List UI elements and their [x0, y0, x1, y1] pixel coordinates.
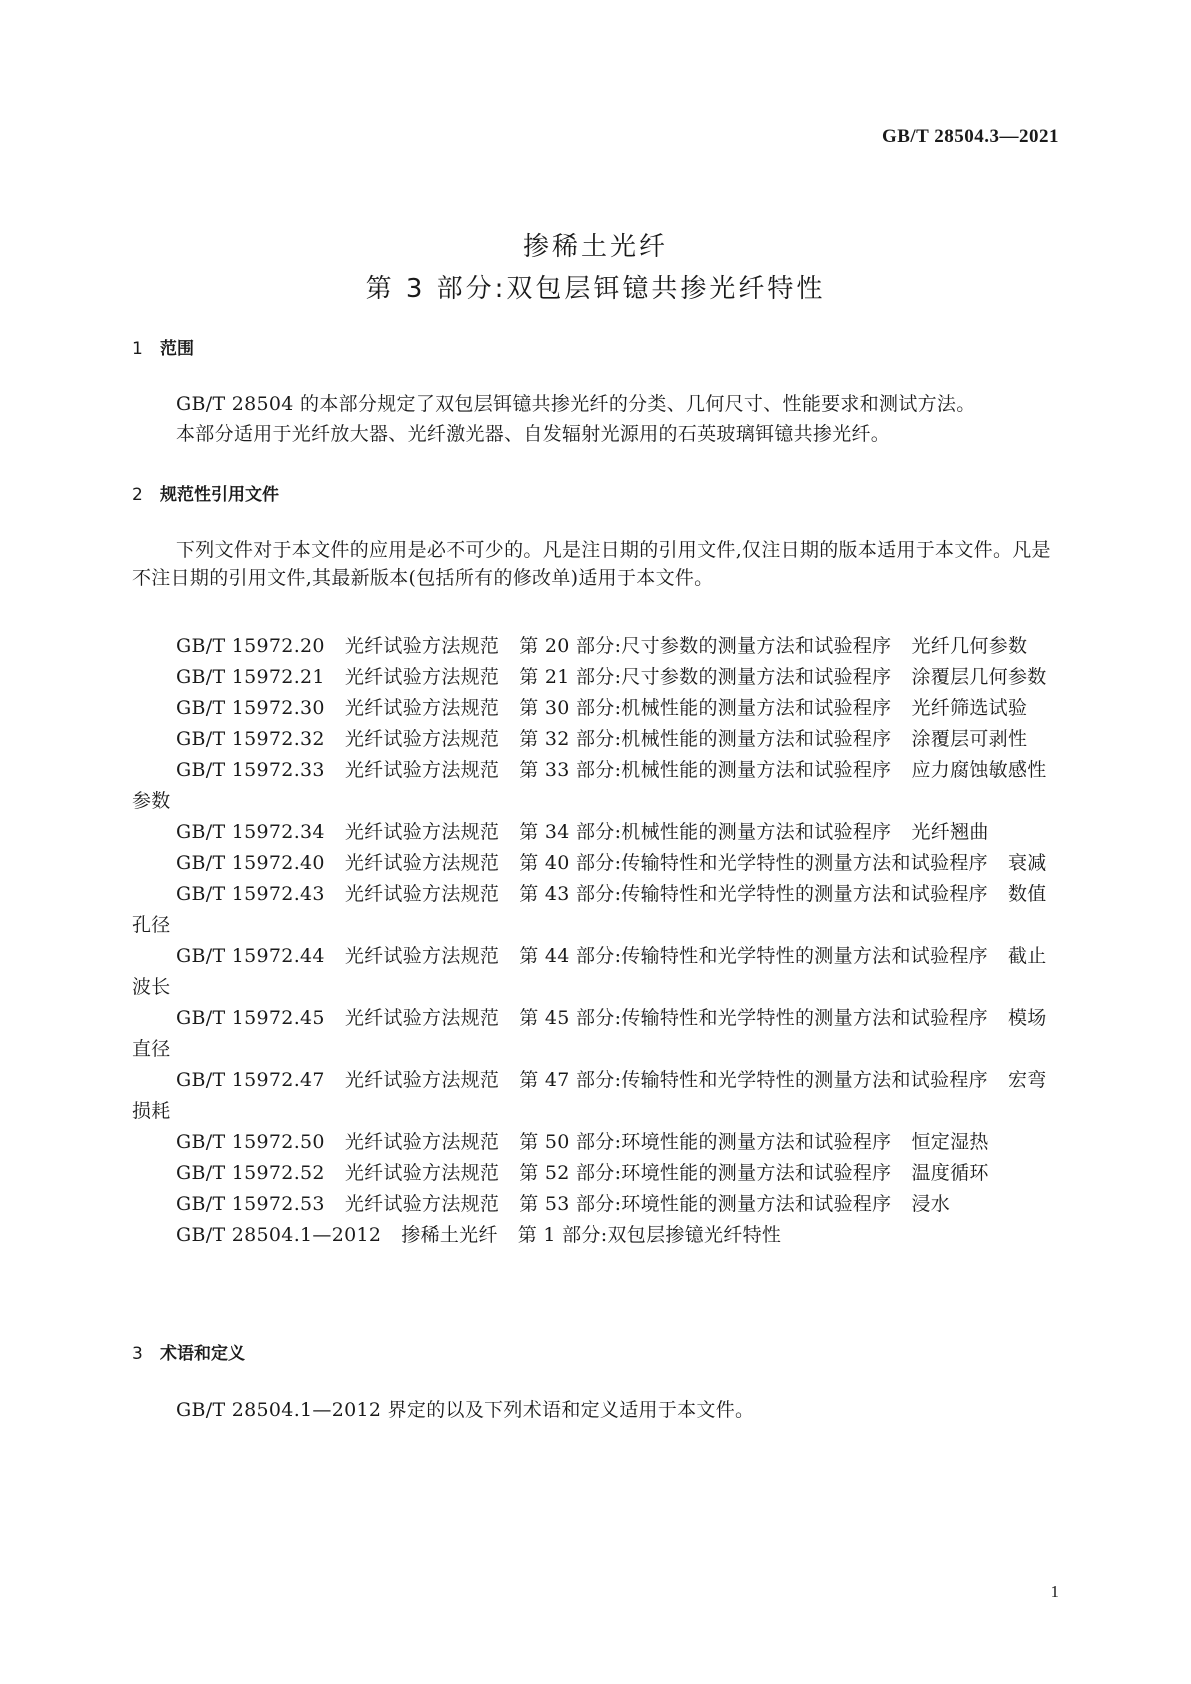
reference-name: 光纤试验方法规范	[344, 666, 500, 688]
section-3-heading	[132, 1339, 245, 1364]
paragraph: 本部分适用于光纤放大器、光纤激光器、自发辐射光源用的石英玻璃铒镱共掺光纤。	[176, 423, 891, 445]
reference-item	[132, 631, 1058, 662]
reference-part: 第 50 部分:环境性能的测量方法和试验程序	[519, 1131, 892, 1153]
reference-part: 第 20 部分:尺寸参数的测量方法和试验程序	[519, 635, 892, 657]
reference-code: GB/T 28504.1—2012	[176, 1224, 382, 1246]
reference-part: 第 33 部分:机械性能的测量方法和试验程序	[519, 759, 892, 781]
reference-name: 光纤试验方法规范	[344, 1162, 500, 1184]
section-2-heading	[132, 480, 279, 505]
reference-item	[132, 662, 1058, 693]
reference-part: 第 43 部分:传输特性和光学特性的测量方法和试验程序	[519, 883, 988, 905]
reference-code: GB/T 15972.43	[176, 883, 325, 905]
reference-topic: 涂覆层几何参数	[911, 666, 1047, 688]
section-number: 2	[132, 485, 143, 505]
reference-code: GB/T 15972.32	[176, 728, 325, 750]
reference-item	[132, 1127, 1058, 1158]
reference-part: 第 34 部分:机械性能的测量方法和试验程序	[519, 821, 892, 843]
reference-name: 光纤试验方法规范	[344, 852, 500, 874]
reference-topic: 光纤几何参数	[911, 635, 1028, 657]
paragraph: GB/T 28504.1—2012 界定的以及下列术语和定义适用于本文件。	[176, 1399, 755, 1421]
reference-name: 光纤试验方法规范	[344, 697, 500, 719]
reference-code: GB/T 15972.44	[176, 945, 325, 967]
reference-item	[132, 941, 1058, 1003]
reference-part: 第 30 部分:机械性能的测量方法和试验程序	[519, 697, 892, 719]
reference-item	[132, 693, 1058, 724]
reference-item	[132, 1220, 1058, 1251]
reference-name: 光纤试验方法规范	[344, 728, 500, 750]
reference-topic: 恒定湿热	[911, 1131, 989, 1153]
reference-item	[132, 724, 1058, 755]
reference-item	[132, 1065, 1058, 1127]
reference-topic: 数值孔径	[132, 883, 1047, 936]
reference-part: 第 1 部分:双包层掺镱光纤特性	[517, 1224, 782, 1246]
reference-part: 第 21 部分:尺寸参数的测量方法和试验程序	[519, 666, 892, 688]
reference-code: GB/T 15972.20	[176, 635, 325, 657]
reference-topic: 应力腐蚀敏感性参数	[132, 759, 1047, 812]
reference-topic: 宏弯损耗	[132, 1069, 1047, 1122]
section-title: 规范性引用文件	[160, 485, 279, 505]
reference-code: GB/T 15972.50	[176, 1131, 325, 1153]
reference-code: GB/T 15972.21	[176, 666, 325, 688]
reference-code: GB/T 15972.30	[176, 697, 325, 719]
section-number: 3	[132, 1344, 143, 1364]
reference-part: 第 53 部分:环境性能的测量方法和试验程序	[519, 1193, 892, 1215]
paragraph: 下列文件对于本文件的应用是必不可少的。凡是注日期的引用文件,仅注日期的版本适用于本文件。凡是不注日期的引用文件,其最新版本(包括所有的修改单)适用于本文件。	[132, 539, 1051, 589]
reference-name: 光纤试验方法规范	[344, 635, 500, 657]
reference-code: GB/T 15972.40	[176, 852, 325, 874]
reference-part: 第 44 部分:传输特性和光学特性的测量方法和试验程序	[519, 945, 988, 967]
reference-name: 光纤试验方法规范	[344, 1131, 500, 1153]
document-title: 掺稀土光纤	[522, 232, 668, 262]
reference-name: 光纤试验方法规范	[344, 945, 500, 967]
section-title: 术语和定义	[160, 1344, 245, 1364]
reference-topic: 温度循环	[911, 1162, 989, 1184]
reference-list	[132, 631, 1058, 1251]
reference-topic: 光纤翘曲	[911, 821, 989, 843]
reference-item	[132, 817, 1058, 848]
reference-name: 光纤试验方法规范	[344, 1069, 500, 1091]
reference-name: 光纤试验方法规范	[344, 1193, 500, 1215]
reference-item	[132, 755, 1058, 817]
reference-item	[132, 1003, 1058, 1065]
section-number: 1	[132, 339, 143, 359]
reference-item	[132, 879, 1058, 941]
reference-topic: 衰减	[1007, 852, 1047, 874]
reference-part: 第 45 部分:传输特性和光学特性的测量方法和试验程序	[519, 1007, 988, 1029]
reference-name: 光纤试验方法规范	[344, 759, 500, 781]
reference-name: 光纤试验方法规范	[344, 1007, 500, 1029]
reference-part: 第 52 部分:环境性能的测量方法和试验程序	[519, 1162, 892, 1184]
reference-code: GB/T 15972.33	[176, 759, 325, 781]
reference-topic: 光纤筛选试验	[911, 697, 1028, 719]
reference-item	[132, 1189, 1058, 1220]
reference-topic: 涂覆层可剥性	[911, 728, 1028, 750]
reference-code: GB/T 15972.45	[176, 1007, 325, 1029]
reference-name: 光纤试验方法规范	[344, 821, 500, 843]
reference-name: 光纤试验方法规范	[344, 883, 500, 905]
reference-topic: 浸水	[911, 1193, 951, 1215]
reference-part: 第 40 部分:传输特性和光学特性的测量方法和试验程序	[519, 852, 988, 874]
reference-code: GB/T 15972.47	[176, 1069, 325, 1091]
paragraph: GB/T 28504 的本部分规定了双包层铒镱共掺光纤的分类、几何尺寸、性能要求和测试方法。	[176, 393, 976, 415]
page-number: 1	[1050, 1582, 1059, 1601]
section-1-heading	[132, 334, 194, 359]
document-subtitle: 第 3 部分:双包层铒镱共掺光纤特性	[365, 274, 826, 304]
reference-part: 第 32 部分:机械性能的测量方法和试验程序	[519, 728, 892, 750]
reference-topic: 模场直径	[132, 1007, 1047, 1060]
reference-code: GB/T 15972.53	[176, 1193, 325, 1215]
reference-topic: 截止波长	[132, 945, 1047, 998]
reference-item	[132, 1158, 1058, 1189]
reference-code: GB/T 15972.34	[176, 821, 325, 843]
reference-name: 掺稀土光纤	[401, 1224, 498, 1246]
section-title: 范围	[160, 339, 194, 359]
reference-item	[132, 848, 1058, 879]
standard-code: GB/T 28504.3—2021	[881, 126, 1059, 147]
reference-code: GB/T 15972.52	[176, 1162, 325, 1184]
reference-part: 第 47 部分:传输特性和光学特性的测量方法和试验程序	[519, 1069, 988, 1091]
